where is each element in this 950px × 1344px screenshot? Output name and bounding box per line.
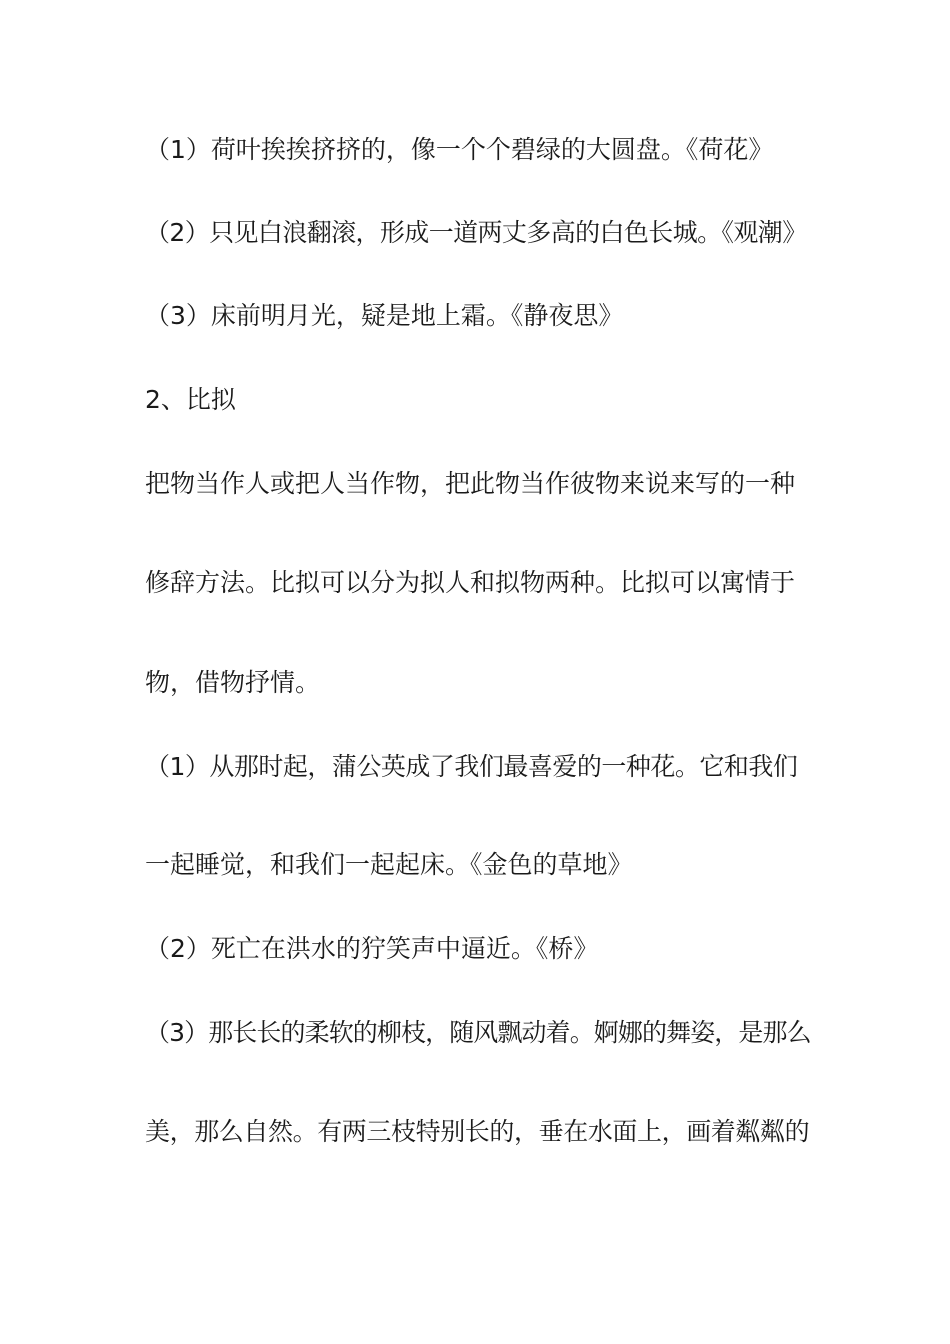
example-simile-2: （2）只见白浪翻滚，形成一道两丈多高的白色长城。《观潮》: [145, 218, 807, 247]
example-personification-1-line-1: （1）从那时起，蒲公英成了我们最喜爱的一种花。它和我们: [145, 752, 798, 781]
definition-paragraph-line-3: 物，借物抒情。: [145, 668, 321, 697]
example-personification-2: （2）死亡在洪水的狞笑声中逼近。《桥》: [145, 934, 599, 963]
definition-paragraph-line-2: 修辞方法。比拟可以分为拟人和拟物两种。比拟可以寓情于: [145, 568, 796, 597]
example-personification-3-line-2: 美，那么自然。有两三枝特别长的，垂在水面上，画着粼粼的: [145, 1117, 810, 1146]
example-personification-1-line-2: 一起睡觉，和我们一起起床。《金色的草地》: [145, 850, 633, 879]
definition-paragraph-line-1: 把物当作人或把人当作物，把此物当作彼物来说来写的一种: [145, 469, 796, 498]
example-personification-3-line-1: （3）那长长的柔软的柳枝，随风飘动着。婀娜的舞姿，是那么: [145, 1018, 811, 1047]
example-simile-1: （1）荷叶挨挨挤挤的，像一个个碧绿的大圆盘。《荷花》: [145, 135, 774, 164]
section-heading-personification: 2、比拟: [145, 385, 236, 414]
example-simile-3: （3）床前明月光，疑是地上霜。《静夜思》: [145, 301, 624, 330]
